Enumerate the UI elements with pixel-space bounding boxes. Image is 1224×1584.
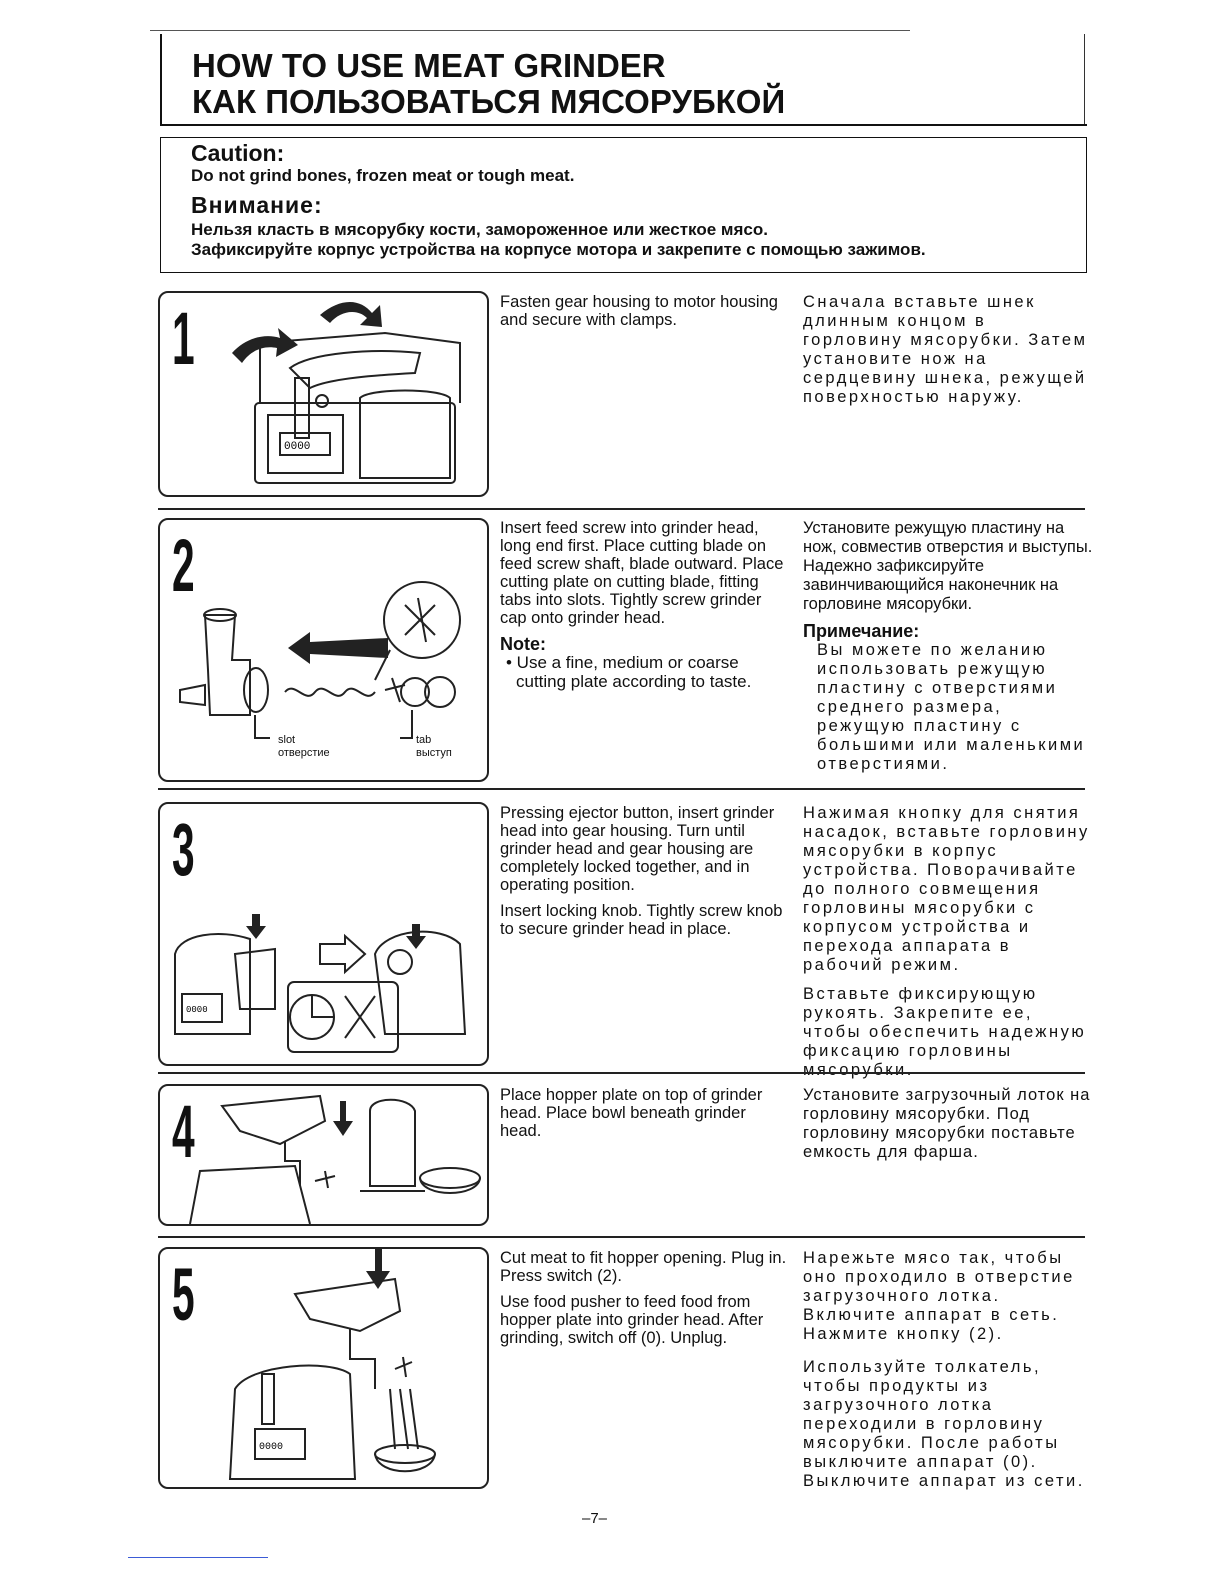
label-tab-ru: выступ: [416, 747, 452, 759]
step-5-en-para-2: Use food pusher to feed food from hopper plate into grinder head. After grinding, switch off (0). Unplug.: [500, 1293, 764, 1347]
meat-grinder-assembly-icon: [160, 293, 487, 495]
step-5-en-para-1: Cut meat to fit hopper opening. Plug in. Press switch (2).: [500, 1249, 787, 1285]
step-2-text-en: [500, 519, 790, 691]
step-2-note-heading-en: Note:: [500, 634, 546, 654]
step-3-number: 3: [172, 808, 195, 891]
step-2-number: 2: [172, 524, 195, 607]
step-1-number: 1: [172, 297, 195, 380]
caution-text-ru-1: Нельзя класть в мясорубку кости, замороженное или жесткое мясо.: [191, 220, 768, 239]
step-3-en-para-2: Insert locking knob. Tightly screw knob to secure grinder head in place.: [500, 902, 783, 938]
step-1-ru-para: Сначала вставьте шнек длинным концом в горловину мясорубки. Затем установите нож на сердцевину шнека, режущей поверхностью наружу.: [803, 293, 1088, 406]
step-5-number: 5: [172, 1253, 195, 1336]
step-2-note-heading-ru: Примечание:: [803, 621, 920, 641]
step-5-ru-para-2: Используйте толкатель, чтобы продукты из загрузочного лотка переходили в горловину мясорубки. После работы выключите аппарат (0). Выключите аппарат из сети.: [803, 1358, 1085, 1490]
title-box: [160, 34, 1087, 126]
step-2-illustration: [158, 518, 489, 782]
grinder-head-insert-icon: [160, 804, 487, 1064]
title-en: HOW TO USE MEAT GRINDER: [192, 47, 666, 84]
caution-heading-ru: Внимание:: [191, 192, 323, 218]
caution-box: [160, 137, 1087, 273]
step-2-note-text-ru: Вы можете по желанию использовать режущую пластину с отверстиями среднего размера, режущую пластину с большими или маленькими отверстиями.: [817, 641, 1086, 773]
caution-text-en: Do not grind bones, frozen meat or tough meat.: [191, 166, 575, 185]
step-2-text-ru: [803, 519, 1093, 774]
step-5-text-en: [500, 1249, 790, 1347]
step-3-ru-para-2: Вставьте фиксирующую рукоять. Закрепите ее, чтобы обеспечить надежную фиксацию горловины мясорубки.: [803, 985, 1087, 1079]
step-5-ru-para-1: Нарежьте мясо так, чтобы оно проходило в отверстие загрузочного лотка. Включите аппарат в сеть. Нажмите кнопку (2).: [803, 1249, 1075, 1343]
step-4-en-para: Place hopper plate on top of grinder head. Place bowl beneath grinder head.: [500, 1086, 763, 1140]
grinding-in-operation-icon: [160, 1249, 487, 1487]
hopper-and-bowl-icon: [160, 1086, 487, 1224]
display-readout-5: 0000: [259, 1442, 284, 1453]
label-tab-en: tab: [416, 734, 432, 746]
caution-text-ru-2: Зафиксируйте корпус устройства на корпусе мотора и закрепите с помощью зажимов.: [191, 240, 926, 259]
step-3-text-en: [500, 804, 790, 938]
step-2-en-para: Insert feed screw into grinder head, long end first. Place cutting blade on feed screw shaft, blade outward. Place cutting plate on cutting blade, fitting tabs into slots. Tightly screw grinder cap onto grinder head.: [500, 519, 784, 627]
title-ru: КАК ПОЛЬЗОВАТЬСЯ МЯСОРУБКОЙ: [192, 83, 786, 120]
step-1-en-para: Fasten gear housing to motor housing and secure with clamps.: [500, 293, 778, 329]
step-4-text-en: [500, 1086, 790, 1140]
label-slot-en: slot: [278, 734, 296, 746]
step-2-note-bullet-en: • Use a fine, medium or coarse cutting plate according to taste.: [506, 653, 752, 691]
step-3-en-para-1: Pressing ejector button, insert grinder head into gear housing. Turn until grinder head and gear housing are completely locked together, and in operating position.: [500, 804, 775, 894]
separator-3: [158, 1072, 1085, 1074]
separator-4: [158, 1236, 1085, 1238]
step-5-illustration: [158, 1247, 489, 1489]
grinder-parts-icon: [160, 520, 487, 780]
title-top-rule: [150, 30, 910, 31]
step-1-illustration: [158, 291, 489, 497]
step-1-text-ru: [803, 293, 1093, 407]
separator-1: [158, 508, 1085, 510]
display-readout-3: 0000: [186, 1005, 208, 1015]
label-slot-ru: отверстие: [278, 747, 330, 759]
footer-rule: [128, 1557, 268, 1558]
step-3-illustration: [158, 802, 489, 1066]
display-readout-1: 0000: [284, 441, 311, 453]
step-4-ru-para: Установите загрузочный лоток на горловину мясорубки. Под горловину мясорубки поставьте емкость для фарша.: [803, 1086, 1091, 1161]
step-1-text-en: [500, 293, 790, 329]
step-4-illustration: [158, 1084, 489, 1226]
caution-heading-en: Caution:: [191, 140, 285, 166]
separator-2: [158, 788, 1085, 790]
step-4-number: 4: [172, 1090, 195, 1173]
step-3-ru-para-1: Нажимая кнопку для снятия насадок, вставьте горловину мясорубки в корпус устройства. Поворачивайте до полного совмещения горловины мясорубки с корпусом устройства и перехода аппарата в рабочий режим.: [803, 804, 1090, 974]
step-2-ru-para: Установите режущую пластину на нож, совместив отверстия и выступы. Надежно зафиксируйте завинчивающийся наконечник на горловине мясорубки.: [803, 519, 1093, 613]
page-number: –7–: [582, 1510, 608, 1527]
step-5-text-ru: [803, 1249, 1093, 1491]
step-3-text-ru: [803, 804, 1093, 1080]
step-4-text-ru: [803, 1086, 1093, 1162]
